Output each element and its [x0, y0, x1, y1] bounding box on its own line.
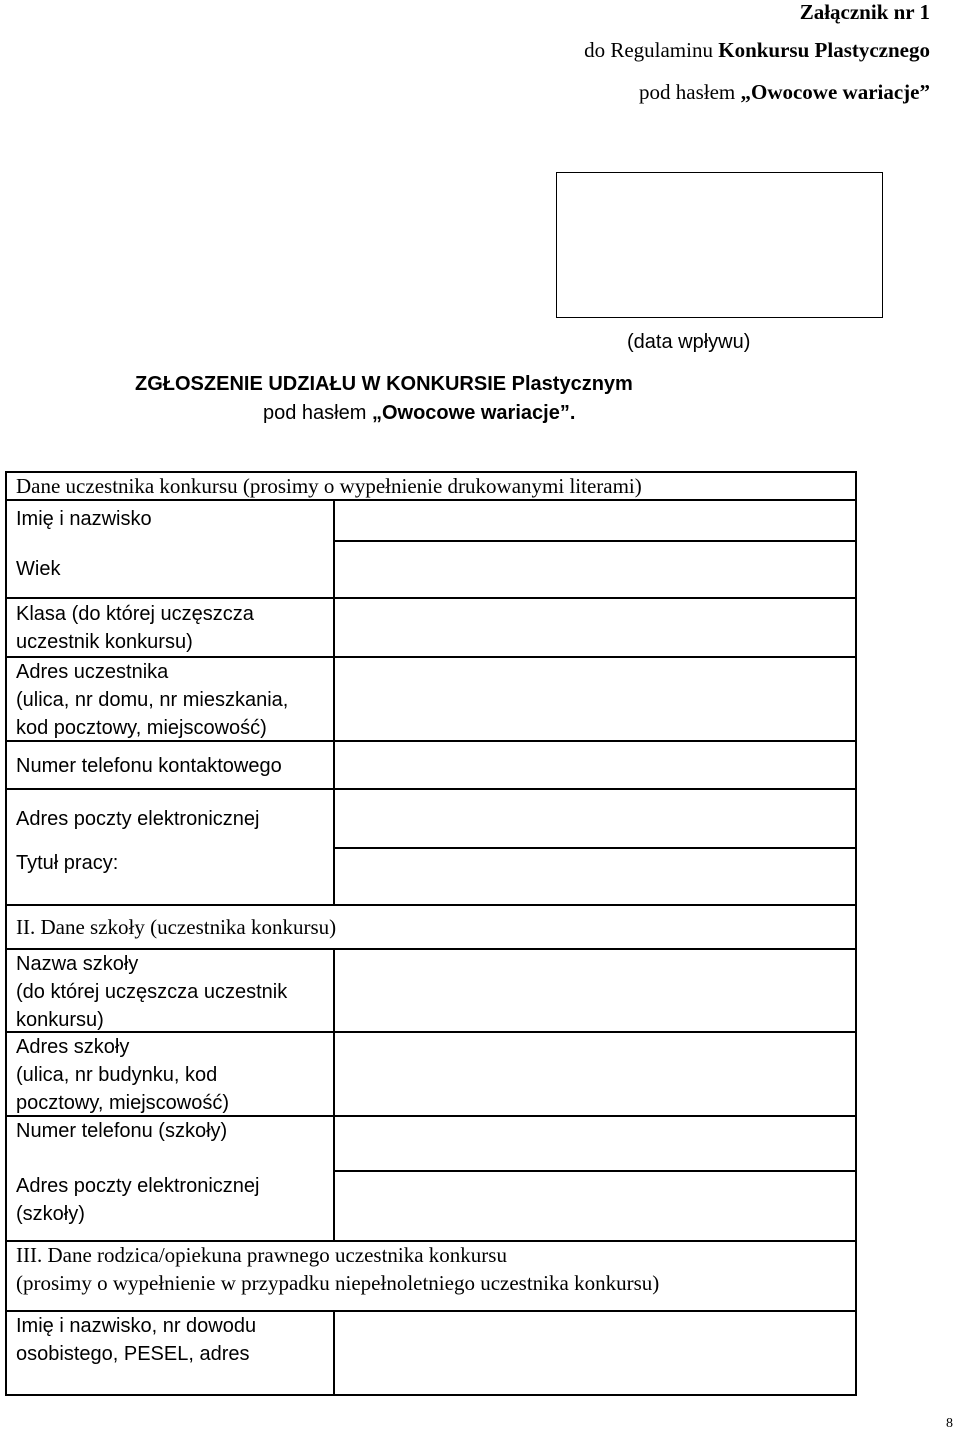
form-subtitle — [263, 402, 575, 425]
row-guardian-data-label: Imię i nazwisko, nr dowodu osobistego, PESEL, adres — [16, 1315, 257, 1365]
row-school-phone-label: Numer telefonu (szkoły) — [16, 1120, 228, 1142]
slogan-line-bold: „Owocowe wariacje” — [740, 80, 930, 104]
row-participant-address-label: Adres uczestnika (ulica, nr domu, nr mieszkania, kod pocztowy, miejscowość) — [16, 661, 289, 739]
row-school-name-label: Nazwa szkoły (do której uczęszcza uczestnik konkursu) — [16, 953, 288, 1031]
section3-heading-line1: III. Dane rodzica/opiekuna prawnego uczestnika konkursu — [16, 1243, 507, 1267]
slogan-line — [639, 80, 930, 105]
regulation-line-normal: do Regulaminu — [584, 38, 719, 62]
row-artwork-title-label: Tytuł pracy: — [16, 852, 119, 874]
section3-heading-line2: (prosimy o wypełnienie w przypadku niepełnoletniego uczestnika konkursu) — [16, 1271, 660, 1295]
form-subtitle-normal: pod hasłem — [263, 402, 372, 424]
page-number: 8 — [946, 1416, 953, 1431]
form-title: ZGŁOSZENIE UDZIAŁU W KONKURSIE Plastycznym — [135, 373, 633, 395]
receipt-date-box — [556, 172, 883, 318]
section2-heading: II. Dane szkoły (uczestnika konkursu) — [16, 915, 337, 939]
receipt-date-caption: (data wpływu) — [627, 331, 751, 353]
section1-heading: Dane uczestnika konkursu (prosimy o wypełnienie drukowanymi literami) — [16, 474, 642, 498]
form-subtitle-bold: „Owocowe wariacje”. — [371, 402, 576, 424]
regulation-line — [584, 38, 930, 63]
row-email-label: Adres poczty elektronicznej — [16, 808, 260, 830]
row-class-label: Klasa (do której uczęszcza uczestnik konkursu) — [16, 603, 254, 653]
row-phone-label: Numer telefonu kontaktowego — [16, 755, 282, 777]
row-full-name-label: Imię i nazwisko — [16, 508, 152, 530]
attachment-label: Załącznik nr 1 — [799, 0, 930, 24]
regulation-line-bold: Konkursu Plastycznego — [718, 38, 930, 62]
slogan-line-normal: pod hasłem — [639, 80, 741, 104]
row-school-email-label: Adres poczty elektronicznej (szkoły) — [16, 1175, 260, 1225]
row-school-address-label: Adres szkoły (ulica, nr budynku, kod pocztowy, miejscowość) — [16, 1036, 230, 1114]
row-age-label: Wiek — [16, 558, 61, 580]
